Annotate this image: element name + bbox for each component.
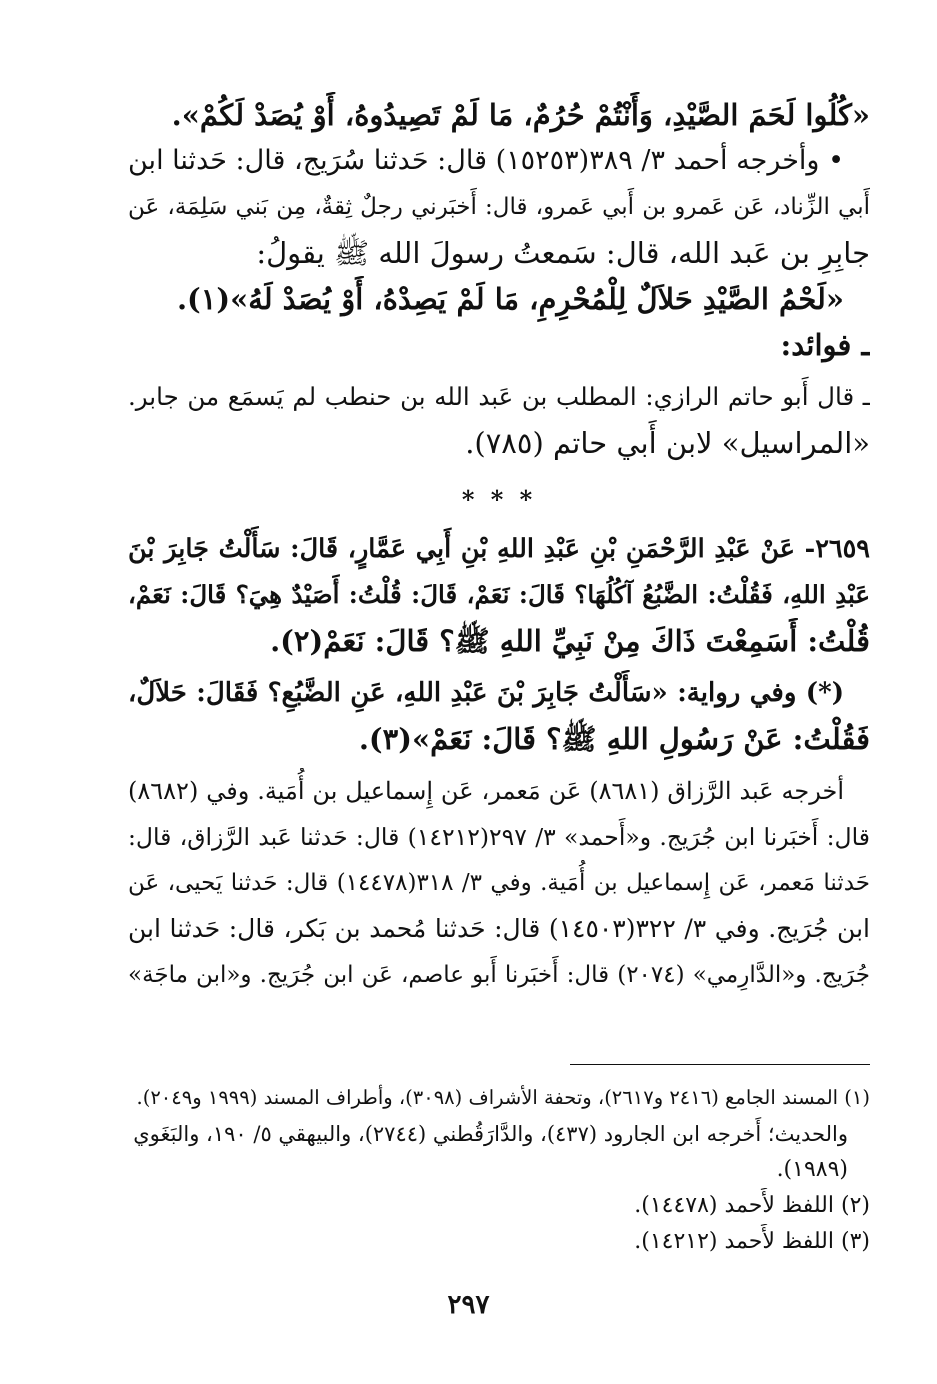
benefit-line: ـ قال أَبو حاتم الرازي: المطلب بن عَبد الله بن حنطب لم يَسمَع من جابر.: [128, 382, 870, 411]
hadith-text-line: ٢٦٥٩- عَنْ عَبْدِ الرَّحْمَنِ بْنِ عَبْدِ اللهِ بْنِ أَبِي عَمَّارٍ، قَالَ: سَأَلْتُ جَابِرَ بْنَ: [128, 534, 870, 564]
takhrij-line: جابِرِ بن عَبد الله، قال: سَمعتُ رسولَ الله ﷺ يقولُ:: [256, 236, 870, 270]
hadith-quote-line: «كُلُوا لَحَمَ الصَّيْدِ، وَأَنْتُمْ حُرُمٌ، مَا لَمْ تَصِيدُوهُ، أَوْ يُصَدْ لَكُمْ».: [171, 98, 870, 132]
footnote-1-continued: والحديث؛ أَخرجه ابن الجارود (٤٣٧)، والدَّارَقُطني (٢٧٤٤)، والبيهقي ٥/ ١٩٠، والبَغَوي: [133, 1122, 848, 1146]
takhrij-line: قال: أَخبَرنا ابن جُرَيج. و«أَحمد» ٣/ ٢٩٧(١٤٢١٢) قال: حَدثنا عَبد الرَّزاق، قال:: [128, 823, 870, 851]
takhrij-line: ابن جُرَيج. وفي ٣/ ٣٢٢(١٤٥٠٣) قال: حَدثنا مُحمد بن بَكر، قال: حَدثنا ابن: [128, 914, 870, 943]
footnote-1: (١) المسند الجامع (٢٤١٦ و٢٦١٧)، وتحفة الأشراف (٣٠٩٨)، وأطراف المسند (١٩٩٩ و٢٠٤٩).: [136, 1086, 870, 1109]
hadith-text-line: قُلْتُ: أَسَمِعْتَ ذَاكَ مِنْ نَبِيِّ اللهِ ﷺ؟ قَالَ: نَعَمْ(٢).: [270, 624, 870, 658]
main-text: [128, 92, 870, 998]
hadith-text-line: عَبْدِ اللهِ، فَقُلْتُ: الضَّبُعُ آكُلُهَا؟ قَالَ: نَعَمْ، قَالَ: قُلْتُ: أَصَيْدٌ هِيَ؟ قَالَ: نَعَمْ،: [128, 580, 870, 609]
riwaya-line: (*) وفي رواية: «سَأَلْتُ جَابِرَ بْنَ عَبْدِ اللهِ، عَنِ الضَّبُعِ؟ فَقَالَ: حَلاَلٌ،: [128, 678, 844, 708]
benefits-heading: ـ فوائد:: [780, 328, 870, 362]
hadith-quote-line: «لَحْمُ الصَّيْدِ حَلاَلٌ لِلْمُحْرِمِ، مَا لَمْ يَصِدْهُ، أَوْ يُصَدْ لَهُ»(١).: [176, 282, 844, 316]
page-number: ٢٩٧: [447, 1290, 490, 1320]
takhrij-line: • وأخرجه أحمد ٣/ ٣٨٩(١٥٢٥٣) قال: حَدثنا سُرَيج، قال: حَدثنا ابن: [128, 145, 844, 176]
footnote-divider: [570, 1064, 870, 1065]
section-separator: * * *: [461, 485, 537, 514]
riwaya-line: فَقُلْتُ: عَنْ رَسُولِ اللهِ ﷺ؟ قَالَ: نَعَمْ»(٣).: [358, 722, 870, 756]
takhrij-line: حَدثنا مَعمر، عَن إِسماعيل بن أُمَية. وفي ٣/ ٣١٨(١٤٤٧٨) قال: حَدثنا يَحيى، عَن: [128, 870, 870, 896]
takhrij-line: أخرجه عَبد الرَّزاق (٨٦٨١) عَن مَعمر، عَن إِسماعيل بن أُمَية. وفي (٨٦٨٢): [128, 777, 844, 805]
footnote-1-continued: (١٩٨٩).: [776, 1157, 848, 1182]
takhrij-line: أَبي الزِّناد، عَن عَمرو بن أَبي عَمرو، قال: أَخبَرني رجلٌ ثِقةٌ، مِن بَني سَلِمَة، عَن: [128, 194, 870, 220]
footnotes: [130, 1080, 870, 1260]
footnote-2: (٢) اللفظ لأَحمد (١٤٤٧٨).: [634, 1193, 870, 1218]
footnote-3: (٣) اللفظ لأَحمد (١٤٢١٢).: [634, 1229, 870, 1254]
benefit-line: «المراسيل» لابن أَبي حاتم (٧٨٥).: [465, 426, 870, 460]
takhrij-line: جُرَيج. و«الدَّارِمي» (٢٠٧٤) قال: أَخبَرنا أَبو عاصم، عَن ابن جُرَيج. و«ابن ماجَة»: [128, 962, 870, 988]
